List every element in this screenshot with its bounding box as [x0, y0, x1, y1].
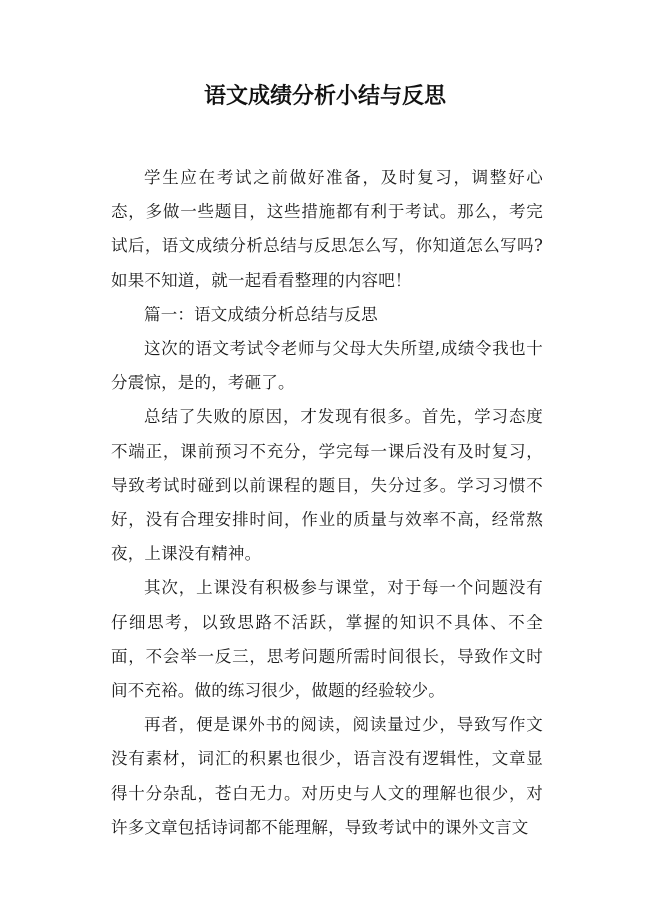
paragraph: 总结了失败的原因，才发现有很多。首先，学习态度不端正，课前预习不充分，学完每一课后没有及时复习，导致考试时碰到以前课程的题目，失分过多。学习习惯不好，没有合理安排时间，作业的质量与效率不高，经常熬夜，上课没有精神。	[111, 407, 543, 564]
paragraph: 这次的语文考试令老师与父母大失所望,成绩令我也十分震惊，是的，考砸了。	[111, 339, 543, 393]
document-title: 语文成绩分析小结与反思	[203, 84, 446, 109]
paragraph: 再者，便是课外书的阅读，阅读量过少，导致写作文没有素材，词汇的积累也很少，语言没有逻辑性，文章显得十分杂乱，苍白无力。对历史与人文的理解也很少，对许多文章包括诗词都不能理解，导致考试中的课外文言文	[111, 715, 543, 837]
document-body	[111, 161, 543, 845]
paragraph: 其次，上课没有积极参与课堂，对于每一个问题没有仔细思考，以致思路不活跃，掌握的知识不具体、不全面，不会举一反三，思考问题所需时间很长，导致作文时间不充裕。做的练习很少，做题的经验较少。	[111, 578, 543, 701]
section-heading: 篇一：语文成绩分析总结与反思	[144, 304, 378, 324]
paragraph-intro: 学生应在考试之前做好准备，及时复习，调整好心态，多做一些题目，这些措施都有利于考试。那么，考完试后，语文成绩分析总结与反思怎么写，你知道怎么写吗?如果不知道，就一起看看整理的内容吧！	[111, 168, 543, 290]
